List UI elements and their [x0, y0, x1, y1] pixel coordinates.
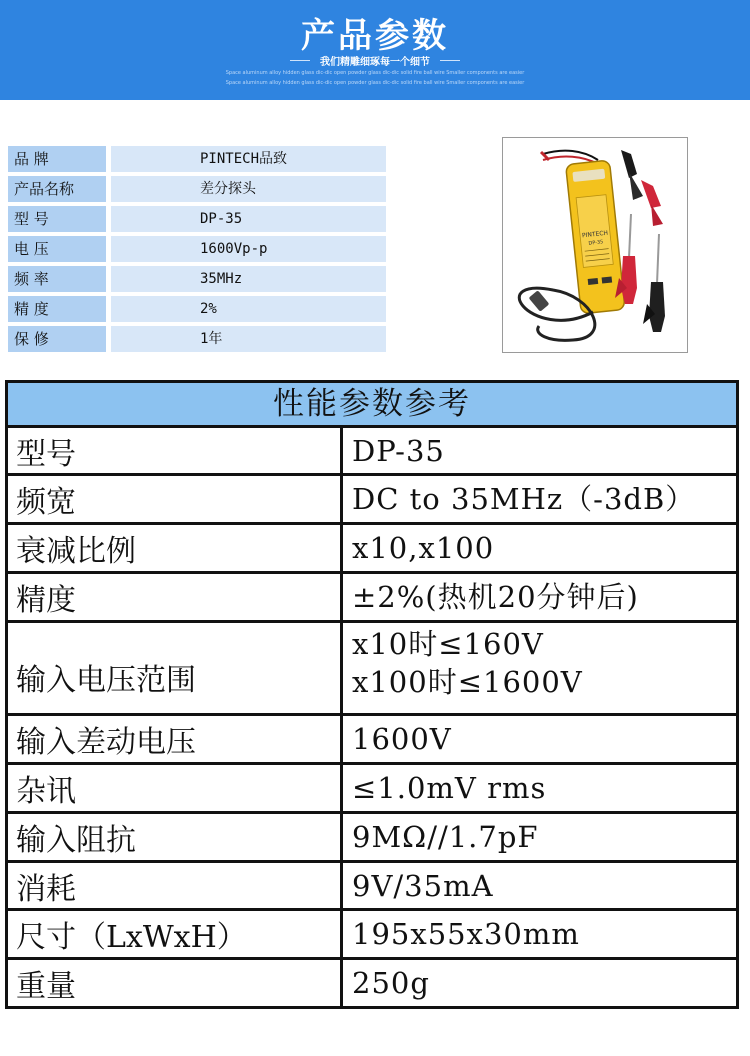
spec-table [8, 146, 386, 356]
banner-fine-text-2: Space aluminum alloy hidden glass dic-dic open powder glass dic-dic solid fire ball wire Smaller components are easier [225, 80, 525, 86]
spec-label: 产品名称 [8, 176, 106, 202]
spec-row-warranty [8, 326, 386, 352]
perf-row-diff-voltage [5, 716, 739, 765]
perf-row-input-range [5, 623, 739, 716]
spec-label: 品 牌 [8, 146, 106, 172]
perf-value-line: 195x55x30mm [352, 917, 580, 951]
svg-text:PINTECH: PINTECH [581, 229, 609, 240]
banner-fine-text: Space aluminum alloy hidden glass dic-dic open powder glass dic-dic solid fire ball wire Smaller components are easier [225, 70, 525, 76]
header-banner [0, 0, 750, 100]
spec-value: 1年 [111, 326, 386, 352]
perf-value [343, 574, 736, 620]
perf-value [343, 525, 736, 571]
spec-row-accuracy [8, 296, 386, 322]
perf-value-line: x10,x100 [352, 531, 495, 565]
spec-label: 精 度 [8, 296, 106, 322]
perf-value-line: 1600V [352, 722, 452, 756]
perf-row-consumption [5, 863, 739, 911]
perf-label: 尺寸（LxWxH） [8, 911, 343, 957]
perf-label: 输入电压范围 [8, 623, 343, 713]
perf-value [343, 814, 736, 860]
perf-label: 输入阻抗 [8, 814, 343, 860]
spec-row-voltage [8, 236, 386, 262]
perf-row-noise [5, 765, 739, 814]
spec-row-model [8, 206, 386, 232]
spec-label: 型 号 [8, 206, 106, 232]
perf-label: 输入差动电压 [8, 716, 343, 762]
perf-value-line: DP-35 [352, 433, 445, 468]
spec-value: 1600Vp-p [111, 236, 386, 262]
spec-row-frequency [8, 266, 386, 292]
perf-value-line: ±2%(热机20分钟后) [352, 580, 639, 614]
perf-row-impedance [5, 814, 739, 863]
perf-row-accuracy [5, 574, 739, 623]
perf-value [343, 476, 736, 522]
perf-row-attenuation [5, 525, 739, 574]
svg-text:DP-35: DP-35 [588, 239, 604, 247]
red-clip-icon [641, 180, 661, 208]
perf-value-line: 9MΩ//1.7pF [352, 820, 539, 854]
performance-table [5, 380, 739, 1010]
spec-value: PINTECH品致 [111, 146, 386, 172]
perf-row-bandwidth [5, 476, 739, 525]
spec-label: 频 率 [8, 266, 106, 292]
spec-value: 35MHz [111, 266, 386, 292]
spec-value: 2% [111, 296, 386, 322]
perf-label: 消耗 [8, 863, 343, 908]
perf-value-line: ≤1.0mV rms [352, 771, 547, 805]
red-hook-icon [621, 256, 637, 304]
perf-row-model [5, 428, 739, 476]
spec-value: 差分探头 [111, 176, 386, 202]
banner-title: 产品参数 [301, 16, 449, 56]
spec-row-product-name [8, 176, 386, 202]
perf-value-line: DC to 35MHz（-3dB） [352, 482, 696, 516]
perf-value [343, 623, 736, 713]
spec-row-brand [8, 146, 386, 172]
spec-label: 电 压 [8, 236, 106, 262]
perf-row-dimensions [5, 911, 739, 960]
product-photo [502, 137, 688, 353]
perf-value [343, 428, 736, 473]
performance-heading: 性能参数参考 [5, 380, 739, 428]
spec-label: 保 修 [8, 326, 106, 352]
perf-label: 型号 [8, 428, 343, 473]
perf-label: 频宽 [8, 476, 343, 522]
perf-value-line: 250g [352, 966, 430, 1000]
perf-value [343, 863, 736, 908]
perf-value [343, 765, 736, 811]
black-hook-icon [649, 282, 665, 332]
perf-value-line: x10时≤160V [352, 627, 544, 661]
perf-value [343, 960, 736, 1006]
perf-value [343, 716, 736, 762]
spec-value: DP-35 [111, 206, 386, 232]
perf-label: 杂讯 [8, 765, 343, 811]
differential-probe-illustration [503, 138, 687, 352]
perf-label: 重量 [8, 960, 343, 1006]
perf-row-weight [5, 960, 739, 1009]
perf-value-line: 9V/35mA [352, 868, 494, 903]
perf-value-line: x100时≤1600V [352, 665, 583, 699]
black-clip-icon [621, 150, 637, 178]
banner-divider-right [440, 60, 460, 61]
perf-label: 精度 [8, 574, 343, 620]
banner-subtitle: 我们精雕细琢每一个细节 [320, 57, 430, 68]
perf-value [343, 911, 736, 957]
perf-label: 衰减比例 [8, 525, 343, 571]
